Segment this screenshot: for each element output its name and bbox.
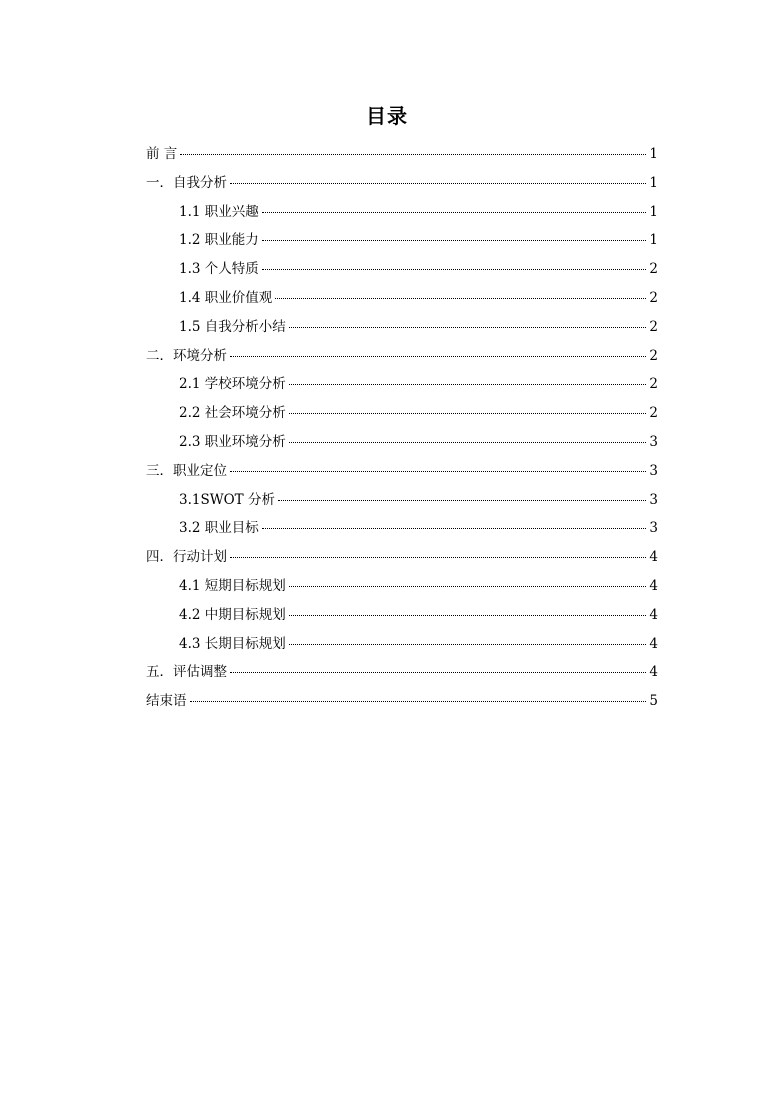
toc-dot-leader <box>289 643 647 645</box>
toc-entry-label: 2.1 学校环境分析 <box>179 376 286 393</box>
toc-entry-page-number: 1 <box>649 232 658 249</box>
toc-entry-page-number: 1 <box>649 174 658 191</box>
toc-entry[interactable] <box>146 342 658 371</box>
toc-dot-leader <box>230 470 646 472</box>
toc-dot-leader <box>289 326 647 328</box>
toc-dot-leader <box>230 671 646 673</box>
toc-entry-page-number: 2 <box>649 261 658 278</box>
toc-entry-label: 五．评估调整 <box>146 664 227 681</box>
toc-entry[interactable] <box>146 572 658 601</box>
toc-dot-leader <box>230 556 646 558</box>
toc-entry-label: 3.2 职业目标 <box>179 520 259 537</box>
toc-dot-leader <box>180 153 646 155</box>
toc-dot-leader <box>262 527 647 529</box>
toc-entry-label: 2.3 职业环境分析 <box>179 433 286 450</box>
toc-entry-label: 1.2 职业能力 <box>179 232 259 249</box>
toc-entry-page-number: 4 <box>649 664 658 681</box>
toc-entry[interactable] <box>146 370 658 399</box>
toc-entry-label: 三．职业定位 <box>146 462 227 479</box>
toc-entry[interactable] <box>146 169 658 198</box>
toc-entry-label: 1.3 个人特质 <box>179 261 259 278</box>
toc-title: 目录 <box>366 104 408 128</box>
toc-entry-label: 四．行动计划 <box>146 549 227 566</box>
toc-entry[interactable] <box>146 486 658 515</box>
table-of-contents <box>146 140 658 716</box>
toc-dot-leader <box>230 182 646 184</box>
toc-dot-leader <box>289 383 647 385</box>
toc-entry[interactable] <box>146 226 658 255</box>
toc-entry-label: 前 言 <box>146 146 178 162</box>
toc-entry-label: 3.1SWOT 分析 <box>179 491 275 508</box>
toc-entry[interactable] <box>146 514 658 543</box>
toc-entry[interactable] <box>146 399 658 428</box>
toc-dot-leader <box>289 585 647 587</box>
toc-entry-label: 1.5 自我分析小结 <box>179 318 286 335</box>
toc-entry[interactable] <box>146 658 658 687</box>
toc-dot-leader <box>289 412 647 414</box>
toc-entry-label: 4.3 长期目标规划 <box>179 635 286 652</box>
toc-entry-label: 4.1 短期目标规划 <box>179 577 286 594</box>
toc-entry-page-number: 3 <box>649 433 658 450</box>
toc-entry-page-number: 1 <box>649 203 658 220</box>
toc-entry-page-number: 2 <box>649 347 658 364</box>
toc-dot-leader <box>275 297 646 299</box>
toc-entry[interactable] <box>146 457 658 486</box>
toc-dot-leader <box>230 355 646 357</box>
toc-dot-leader <box>262 211 647 213</box>
toc-entry-page-number: 3 <box>649 491 658 508</box>
toc-entry[interactable] <box>146 284 658 313</box>
toc-entry[interactable] <box>146 313 658 342</box>
toc-dot-leader <box>190 700 647 702</box>
toc-entry-page-number: 4 <box>649 606 658 623</box>
toc-entry[interactable] <box>146 255 658 284</box>
toc-entry-page-number: 1 <box>649 146 658 162</box>
toc-entry-page-number: 2 <box>649 376 658 393</box>
toc-entry-label: 二．环境分析 <box>146 347 227 364</box>
toc-entry-page-number: 2 <box>649 405 658 422</box>
toc-entry[interactable] <box>146 140 658 169</box>
toc-entry[interactable] <box>146 630 658 659</box>
toc-entry-page-number: 5 <box>649 693 658 710</box>
toc-entry-label: 结束语 <box>146 693 187 710</box>
toc-entry-label: 1.1 职业兴趣 <box>179 203 259 220</box>
toc-entry[interactable] <box>146 198 658 227</box>
toc-entry-page-number: 4 <box>649 635 658 652</box>
toc-entry-page-number: 3 <box>649 520 658 537</box>
toc-dot-leader <box>262 239 647 241</box>
toc-entry-page-number: 3 <box>649 462 658 479</box>
toc-entry-page-number: 2 <box>649 318 658 335</box>
toc-dot-leader <box>289 441 647 443</box>
toc-entry[interactable] <box>146 428 658 457</box>
toc-entry-label: 1.4 职业价值观 <box>179 289 273 306</box>
toc-entry-label: 一．自我分析 <box>146 174 227 191</box>
toc-entry[interactable] <box>146 543 658 572</box>
toc-entry-page-number: 4 <box>649 577 658 594</box>
toc-dot-leader <box>278 499 646 501</box>
toc-dot-leader <box>262 268 647 270</box>
toc-entry[interactable] <box>146 601 658 630</box>
toc-dot-leader <box>289 614 647 616</box>
toc-entry-page-number: 4 <box>649 549 658 566</box>
toc-entry-label: 4.2 中期目标规划 <box>179 606 286 623</box>
toc-entry[interactable] <box>146 687 658 716</box>
toc-entry-label: 2.2 社会环境分析 <box>179 405 286 422</box>
toc-entry-page-number: 2 <box>649 289 658 306</box>
